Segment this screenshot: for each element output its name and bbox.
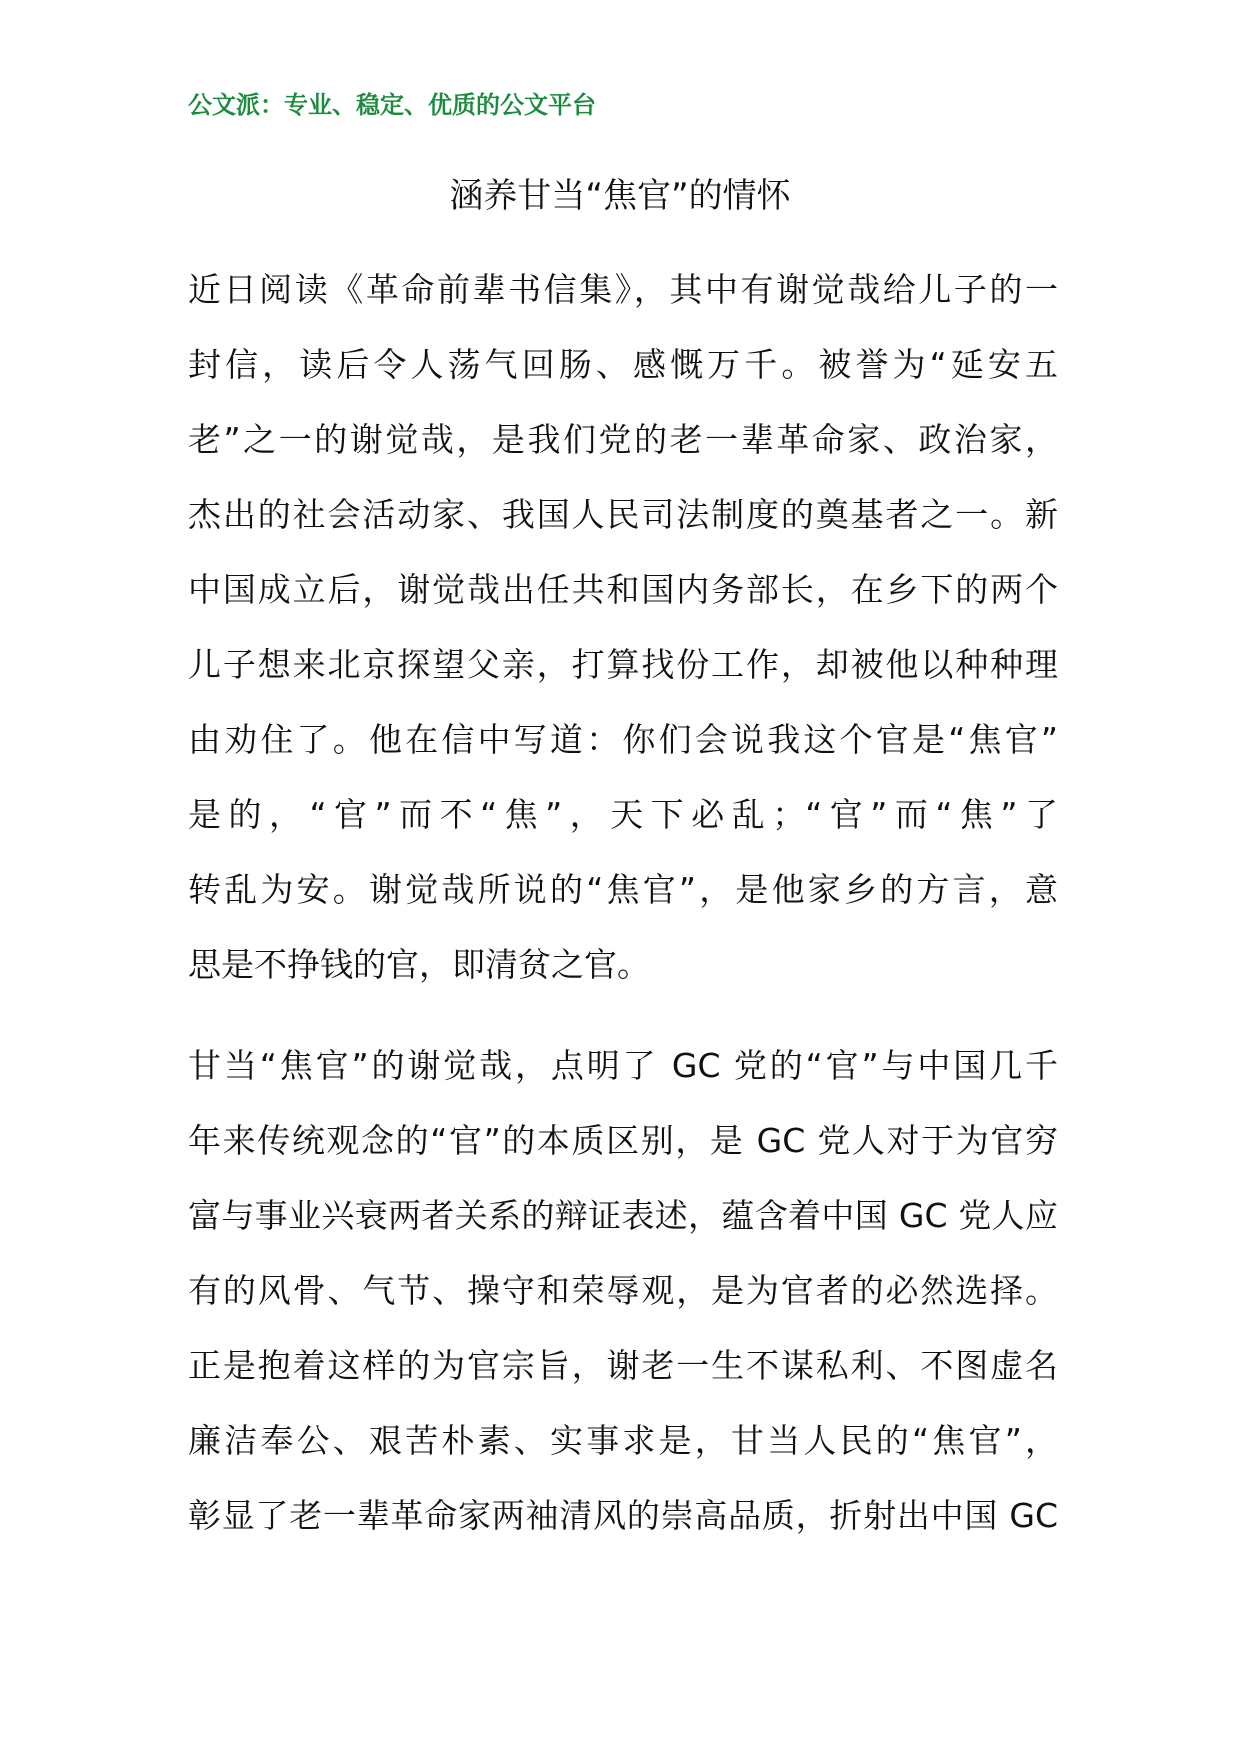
- text-line: 杰出的社会活动家、我国人民司法制度的奠基者之一。新: [188, 495, 1058, 534]
- paragraph-2: [188, 1028, 1058, 1553]
- text-line: 是的，“官”而不“焦”，天下必乱；“官”而“焦”了: [188, 795, 1058, 834]
- text-line: 中国成立后，谢觉哉出任共和国内务部长，在乡下的两个: [188, 570, 1058, 609]
- text-line: 儿子想来北京探望父亲，打算找份工作，却被他以种种理: [188, 645, 1058, 684]
- text-line: 转乱为安。谢觉哉所说的“焦官”，是他家乡的方言，意: [188, 870, 1058, 909]
- text-line: 富与事业兴衰两者关系的辩证表述，蕴含着中国 GC 党人应: [188, 1196, 1058, 1235]
- article-title: 涵养甘当“焦官”的情怀: [449, 176, 791, 216]
- paragraph-1: [188, 252, 1058, 1002]
- text-line: 近日阅读《革命前辈书信集》，其中有谢觉哉给儿子的一: [188, 270, 1058, 309]
- text-line: 思是不挣钱的官，即清贫之官。: [188, 945, 650, 984]
- text-line: 甘当“焦官”的谢觉哉，点明了 GC 党的“官”与中国几千: [188, 1046, 1058, 1085]
- text-line: 封信，读后令人荡气回肠、感慨万千。被誉为“延安五: [188, 345, 1058, 384]
- text-line: 彰显了老一辈革命家两袖清风的崇高品质，折射出中国 GC: [188, 1496, 1058, 1535]
- text-line: 由劝住了。他在信中写道：你们会说我这个官是“焦官”: [188, 720, 1058, 759]
- text-line: 老”之一的谢觉哉，是我们党的老一辈革命家、政治家，: [188, 420, 1058, 459]
- text-line: 正是抱着这样的为官宗旨，谢老一生不谋私利、不图虚名: [188, 1346, 1058, 1385]
- text-line: 廉洁奉公、艰苦朴素、实事求是，甘当人民的“焦官”，: [188, 1421, 1058, 1460]
- text-line: 年来传统观念的“官”的本质区别，是 GC 党人对于为官穷: [188, 1121, 1058, 1160]
- site-header: 公文派：专业、稳定、优质的公文平台: [188, 90, 596, 119]
- text-line: 有的风骨、气节、操守和荣辱观，是为官者的必然选择。: [188, 1271, 1058, 1310]
